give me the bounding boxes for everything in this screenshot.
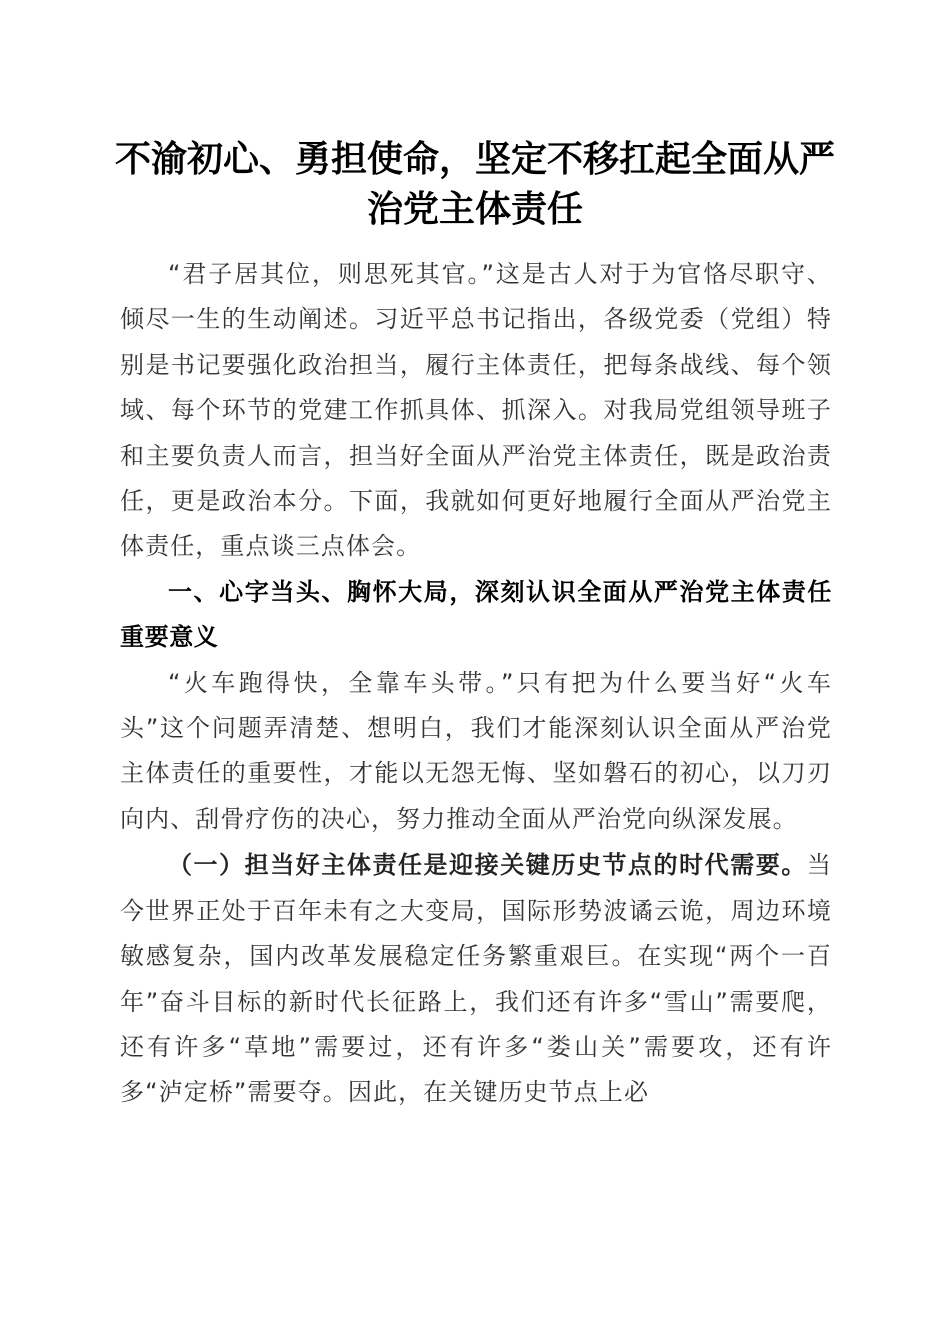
paragraph-subsection-1 (120, 842, 832, 1115)
title-line-2: 治党主体责任 (366, 188, 583, 230)
paragraph-intro: “君子居其位，则思死其官。”这是古人对于为官恪尽职守、倾尽一生的生动阐述。习近平总书记指出，各级党委（党组）特别是书记要强化政治担当，履行主体责任，把每条战线、每个领域、每个环节的党建工作抓具体、抓深入。对我局党组领导班子和主要负责人而言，担当好全面从严治党主体责任，既是政治责任，更是政治本分。下面，我就如何更好地履行全面从严治党主体责任，重点谈三点体会。 (120, 260, 832, 561)
section-heading-1: 一、心字当头、胸怀大局，深刻认识全面从严治党主体责任重要意义 (120, 577, 832, 652)
subsection-1-text: 当今世界正处于百年未有之大变局，国际形势波谲云诡，周边环境敏感复杂，国内改革发展稳定任务繁重艰巨。在实现“两个一百年”奋斗目标的新时代长征路上，我们还有许多“雪山”需要爬，还有许多“草地”需要过，还有许多“娄山关”需要攻，还有许多“泸定桥”需要夺。因此，在关键历史节点上必 (120, 851, 832, 1107)
title-line-1: 不渝初心、勇担使命，坚定不移扛起全面从严 (114, 138, 835, 180)
document-title (110, 134, 840, 234)
paragraph-section-1: “火车跑得快，全靠车头带。”只有把为什么要当好“火车头”这个问题弄清楚、想明白，我们才能深刻认识全面从严治党主体责任的重要性，才能以无怨无悔、坚如磐石的初心，以刀刃向内、刮骨疗伤的决心，努力推动全面从严治党向纵深发展。 (120, 668, 832, 833)
document-body (120, 252, 832, 1116)
subsection-1-lead: （一）担当好主体责任是迎接关键历史节点的时代需要。 (168, 850, 807, 880)
